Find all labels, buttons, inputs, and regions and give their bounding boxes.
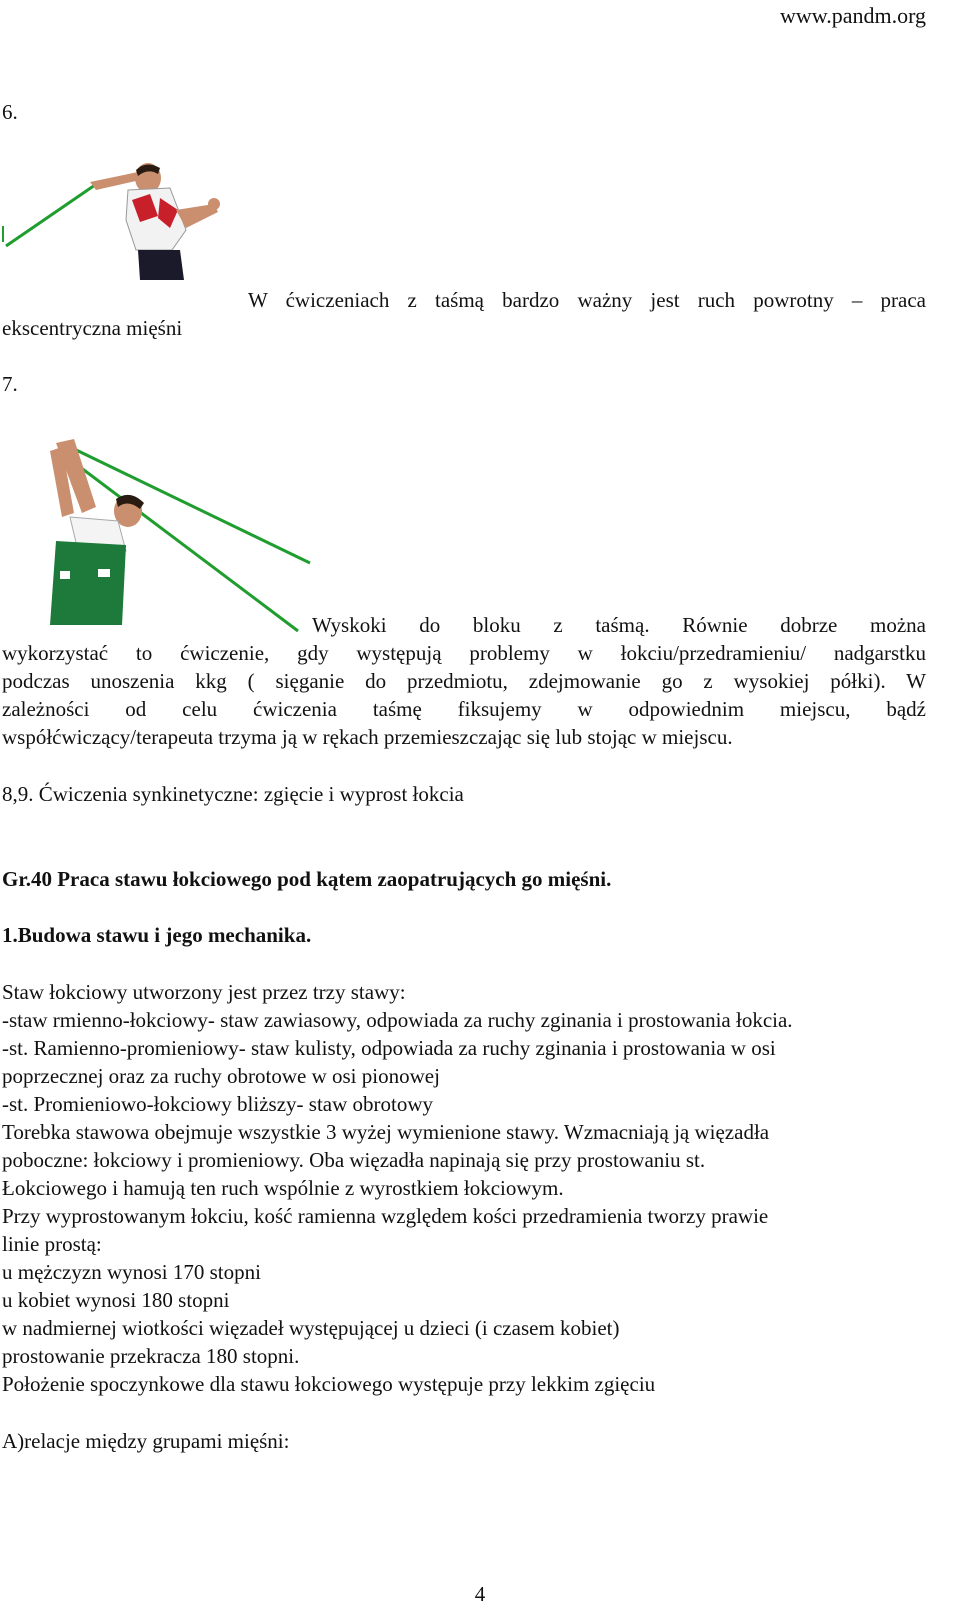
page-number: 4 — [474, 1582, 486, 1606]
body-line-14: prostowanie przekracza 180 stopni. — [2, 1344, 300, 1368]
body-line-4: poprzecznej oraz za ruchy obrotowe w osi pionowej — [2, 1064, 440, 1088]
section-6-line-1: W ćwiczeniach z taśmą bardzo ważny jest ruch powrotny – praca — [248, 288, 926, 312]
body-line-10: linie prostą: — [2, 1232, 102, 1256]
section-6-number: 6. — [2, 100, 18, 124]
body-line-13: w nadmiernej wiotkości więzadeł występującej u dzieci (i czasem kobiet) — [2, 1316, 620, 1340]
section-7-line-3: podczas unoszenia kkg ( sięganie do przedmiotu, zdejmowanie go z wysokiej półki). W — [2, 669, 926, 693]
heading-gr40: Gr.40 Praca stawu łokciowego pod kątem zaopatrujących go mięśni. — [2, 867, 612, 891]
section-7-number: 7. — [2, 372, 18, 396]
body-line-12: u kobiet wynosi 180 stopni — [2, 1288, 230, 1312]
body-line-8: Łokciowego i hamują ten ruch wspólnie z wyrostkiem łokciowym. — [2, 1176, 564, 1200]
body-line-1: Staw łokciowy utworzony jest przez trzy stawy: — [2, 980, 406, 1004]
body-line-5: -st. Promieniowo-łokciowy bliższy- staw obrotowy — [2, 1092, 434, 1116]
body-line-3: -st. Ramienno-promieniowy- staw kulisty, odpowiada za ruchy zginania i prostowania w osi — [2, 1036, 776, 1060]
section-7-line-2: wykorzystać to ćwiczenie, gdy występują problemy w łokciu/przedramieniu/ nadgarstku — [2, 641, 926, 665]
body-line-15: Położenie spoczynkowe dla stawu łokciowego występuje przy lekkim zgięciu — [2, 1372, 656, 1396]
exercise-6-illustration — [0, 130, 250, 290]
body-line-7: poboczne: łokciowy i promieniowy. Oba więzadła napinają się przy prostowaniu st. — [2, 1148, 706, 1172]
section-7-line-4: zależności od celu ćwiczenia taśmę fiksujemy w odpowiednim miejscu, bądź — [2, 697, 926, 721]
section-6-line-2: ekscentryczna mięśni — [2, 316, 183, 340]
resistance-band-line — [6, 185, 95, 246]
heading-budowa: 1.Budowa stawu i jego mechanika. — [2, 923, 312, 947]
subheading-a: A)relacje między grupami mięśni: — [2, 1429, 290, 1453]
exercise-7-illustration — [0, 395, 320, 635]
body-line-2: -staw rmienno-łokciowy- staw zawiasowy, odpowiada za ruchy zginania i prostowania łokcia. — [2, 1008, 793, 1032]
body-line-6: Torebka stawowa obejmuje wszystkie 3 wyżej wymienione stawy. Wzmacniają ją więzadła — [2, 1120, 770, 1144]
section-7-line-1: Wyskoki do bloku z taśmą. Równie dobrze można — [312, 613, 926, 637]
body-line-11: u mężczyzn wynosi 170 stopni — [2, 1260, 261, 1284]
section-7-line-5: współćwiczący/terapeuta trzyma ją w rękach przemieszczając się lub stojąc w miejscu. — [2, 725, 733, 749]
body-line-9: Przy wyprostowanym łokciu, kość ramienna względem kości przedramienia tworzy prawie — [2, 1204, 769, 1228]
section-8-9-text: 8,9. Ćwiczenia synkinetyczne: zgięcie i wyprost łokcia — [2, 782, 464, 806]
header-url: www.pandm.org — [779, 3, 926, 28]
